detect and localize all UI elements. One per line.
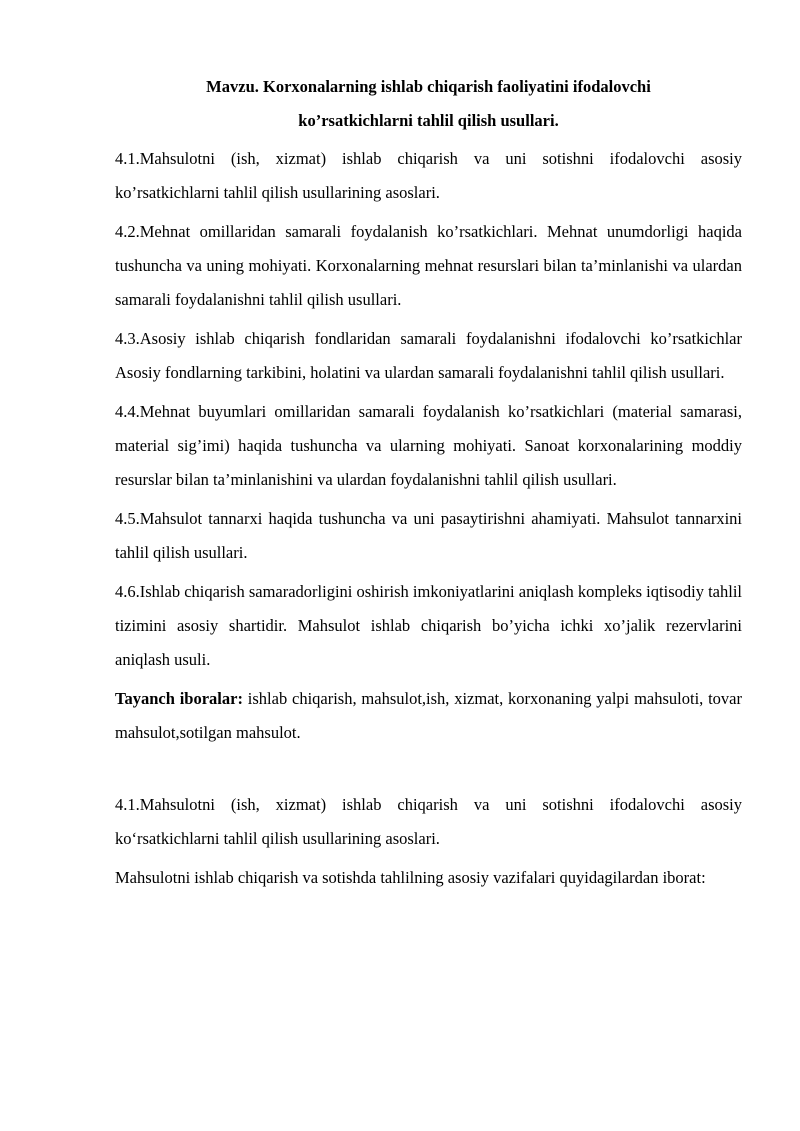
section-heading: 4.1.Mahsulotni (ish, xizmat) ishlab chiqarish va uni sotishni ifodalovchi asosiy ko‘rsatkichlarni tahlil qilish usullarining asoslari. [115, 795, 742, 848]
document-page [115, 70, 742, 900]
keywords-paragraph [115, 682, 742, 750]
section-body: Mahsulotni ishlab chiqarish va sotishda tahlilning asosiy vazifalari quyidagilardan iborat: [115, 868, 706, 887]
keywords-label: Tayanch iboralar: [115, 689, 243, 708]
item-4-3: 4.3.Asosiy ishlab chiqarish fondlaridan samarali foydalanishni ifodalovchi ko’rsatkichlar Asosiy fondlarning tarkibini, holatini va ulardan samarali foydalanishni tahlil qilish usullari. [115, 329, 742, 382]
item-4-6: 4.6.Ishlab chiqarish samaradorligini oshirish imkoniyatlarini aniqlash kompleks iqtisodiy tahlil tizimini asosiy shartidir. Mahsulot ishlab chiqarish bo’yicha ichki xo’jalik rezervlarini aniqlash usuli. [115, 582, 742, 669]
document-title [115, 70, 742, 138]
title-line-1: Mavzu. Korxonalarning ishlab chiqarish faoliyatini ifodalovchi [206, 77, 651, 96]
item-4-1: 4.1.Mahsulotni (ish, xizmat) ishlab chiqarish va uni sotishni ifodalovchi asosiy ko’rsatkichlarni tahlil qilish usullarining asoslari. [115, 149, 742, 202]
title-line-2: ko’rsatkichlarni tahlil qilish usullari. [298, 111, 559, 130]
keywords-text: ishlab chiqarish, mahsulot,ish, xizmat, korxonaning yalpi mahsuloti, tovar mahsulot,sotilgan mahsulot. [115, 689, 742, 742]
item-4-2: 4.2.Mehnat omillaridan samarali foydalanish ko’rsatkichlari. Mehnat unumdorligi haqida tushuncha va uning mohiyati. Korxonalarning mehnat resurslari bilan ta’minlanishi va ulardan samarali foydalanishni tahlil qilish usullari. [115, 222, 742, 309]
item-4-4: 4.4.Mehnat buyumlari omillaridan samarali foydalanish ko’rsatkichlari (material samarasi, material sig’imi) haqida tushuncha va ularning mohiyati. Sanoat korxonalarining moddiy resurslar bilan ta’minlanishini va ulardan foydalanishni tahlil qilish usullari. [115, 402, 742, 489]
item-4-5: 4.5.Mahsulot tannarxi haqida tushuncha va uni pasaytirishni ahamiyati. Mahsulot tannarxini tahlil qilish usullari. [115, 509, 742, 562]
